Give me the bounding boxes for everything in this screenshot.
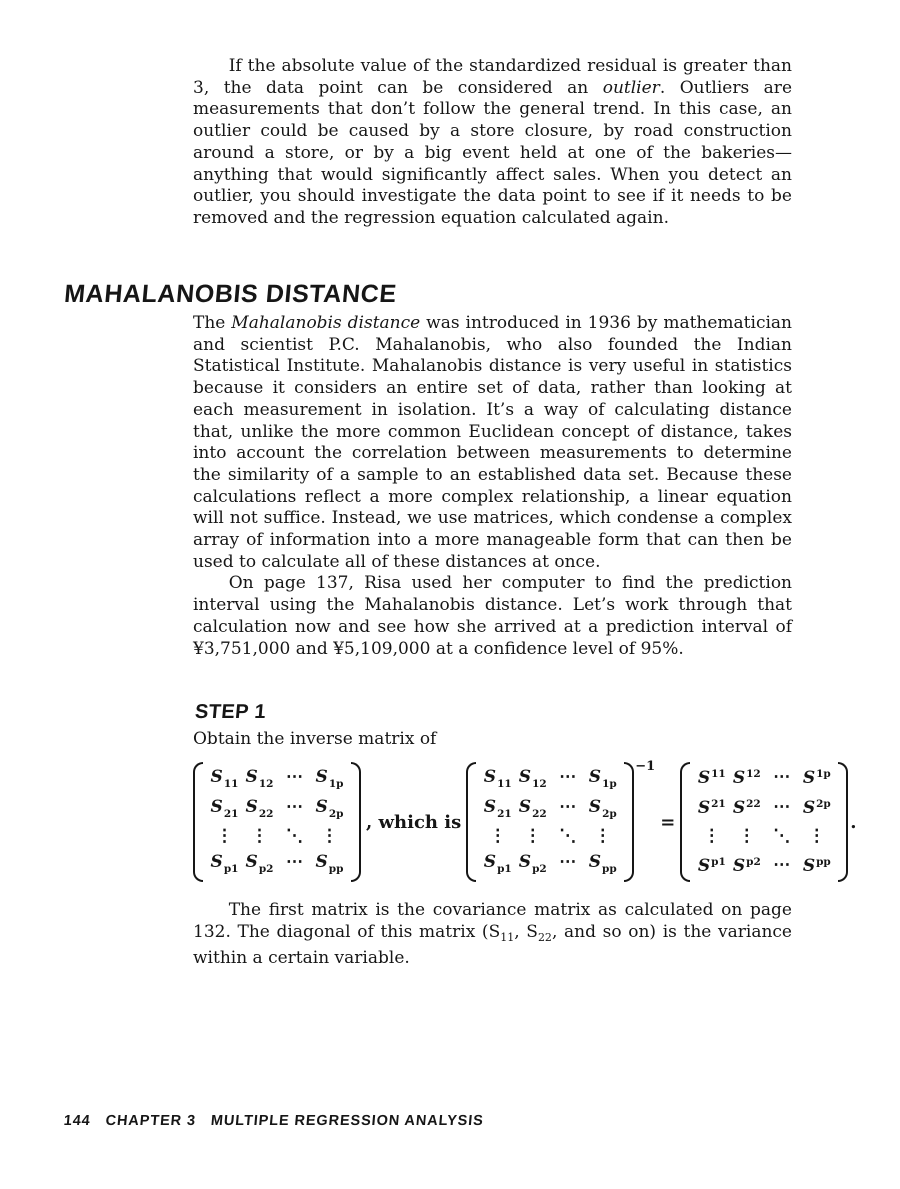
left-paren [193,762,203,882]
right-paren [838,762,848,882]
paragraph-outliers: If the absolute value of the standardized residual is greater than 3, the data point can be considered an outlier. Outliers are measurements that don’t follow the general trend. In this case, an outlier could be caused by a store closure, by road construction around a store, or by a big event held at one of the bakeries—anything that would significantly affect sales. When you detect an outlier, you should investigate the data point to see if it needs to be removed and the regression equation calculated again. [193,56,792,228]
inverse-exponent: −1 [635,759,656,774]
covariance-matrix-body: $S_{11}$ $S_{12}$ ⋯ $S_{1p}$ $S_{21}$ $S_{22}$ ⋯ $S_{2p}$ ⋮ ⋮ ⋱ ⋮ $S_{p1}$ $S_{p2}$ ⋯ $S_{pp}$ [210,767,344,876]
right-paren [624,762,634,882]
inverse-result-matrix [680,762,848,882]
first-matrix-paragraph-block [193,900,792,970]
equation-period: . [850,811,857,833]
step-heading: STEP 1 [194,701,267,723]
covariance-matrix-inverse [466,759,656,882]
right-paren [351,762,361,882]
outlier-paragraph-block [193,56,792,230]
paragraph-mahalanobis-intro: The Mahalanobis distance was introduced in 1936 by mathematician and scientist P.C. Mahalanobis, who also founded the Indian Statistical Institute. Mahalanobis distance is very useful in statistics because it considers an entire set of data, rather than looking at each measurement in isolation. It’s a way of calculating distance that, unlike the more common Euclidean concept of distance, takes into account the correlation between measurements to determine the similarity of a sample to an established data set. Because these calculations reflect a more complex relationship, a linear equation will not suffice. Instead, we use matrices, which condense a complex array of information into a more manageable form that can then be used to calculate all of these distances at once. [193,313,792,572]
covariance-matrix [193,762,361,882]
which-is-text: , which is [366,811,462,833]
page-number: 144 [63,1113,92,1129]
mahalanobis-paragraph-block [193,313,792,660]
matrix-equation [193,759,857,882]
paragraph-on-page-137: On page 137, Risa used her computer to find the prediction interval using the Mahalanobis distance. Let’s work through that calculation now and see how she arrived at a prediction interval of ¥3,751,000 and ¥5,109,000 at a confidence level of 95%. [193,573,792,659]
page-footer [63,1113,484,1129]
section-heading: MAHALANOBIS DISTANCE [63,279,398,308]
step-lead-text: Obtain the inverse matrix of [193,729,437,749]
paragraph-first-matrix: The first matrix is the covariance matrix as calculated on page 132. The diagonal of this matrix ($S_{11}$, $S_{22}$, and so on) is the variance within a certain variable. [193,900,792,969]
chapter-label: CHAPTER 3 [104,1113,197,1129]
chapter-title: MULTIPLE REGRESSION ANALYSIS [210,1113,485,1129]
inverse-result-matrix-body: $S^{11}$ $S^{12}$ ⋯ $S^{1p}$ $S^{21}$ $S^{22}$ ⋯ $S^{2p}$ ⋮ ⋮ ⋱ ⋮ $S^{p1}$ $S^{p2}$ ⋯ $S^{pp}$ [697,767,831,876]
left-paren [680,762,690,882]
equals-sign: = [660,811,676,833]
covariance-matrix-inverse-body: $S_{11}$ $S_{12}$ ⋯ $S_{1p}$ $S_{21}$ $S_{22}$ ⋯ $S_{2p}$ ⋮ ⋮ ⋱ ⋮ $S_{p1}$ $S_{p2}$ ⋯ $S_{pp}$ [483,767,617,876]
left-paren [466,762,476,882]
